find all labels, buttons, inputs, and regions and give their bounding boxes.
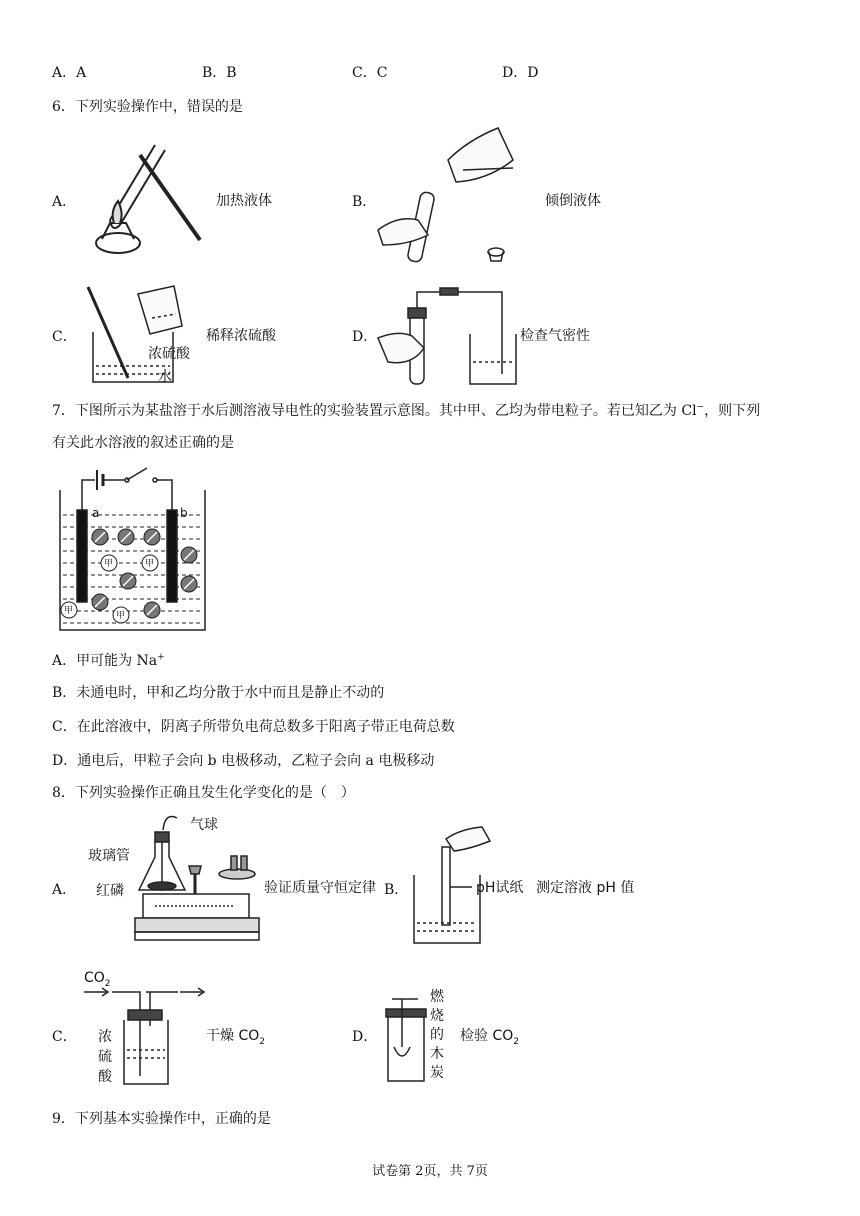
q8-stem: 8．下列实验操作正确且发生化学变化的是（ ） <box>52 785 355 801</box>
heating-liquid-figure <box>80 135 210 260</box>
q6-d-letter: D． <box>352 329 378 345</box>
balloon-label: 气球 <box>190 817 218 833</box>
q6-c-caption: 稀释浓硫酸 <box>206 328 276 344</box>
ph-paper-label: pH试纸 <box>476 880 524 896</box>
q5-option-c: C．C <box>352 65 388 81</box>
particle-jia-label: 甲 <box>104 559 114 569</box>
conc-acid-char-3: 酸 <box>98 1069 112 1085</box>
airtightness-figure <box>378 288 518 388</box>
charcoal-char-1: 燃 <box>430 989 444 1005</box>
q6-a-letter: A． <box>52 194 77 210</box>
conductivity-apparatus-figure <box>55 460 210 635</box>
q7-option-b: B．未通电时，甲和乙均分散于水中而且是静止不动的 <box>52 685 385 701</box>
q6-b-caption: 倾倒液体 <box>545 193 601 209</box>
q6-c-acid-label: 浓硫酸 <box>148 346 190 362</box>
charcoal-char-3: 的 <box>430 1027 444 1043</box>
q7-stem-line1: 7．下图所示为某盐溶于水后测溶液导电性的实验装置示意图。其中甲、乙均为带电粒子。若已知乙为 Cl−，则下列 <box>52 402 761 419</box>
q6-c-letter: C． <box>52 329 77 345</box>
glass-tube-label: 玻璃管 <box>88 848 130 864</box>
q8-c-caption: 干燥 $CO_2$ <box>206 1028 265 1047</box>
pouring-liquid-figure <box>378 120 538 270</box>
q8-d-letter: D． <box>352 1029 378 1045</box>
electrode-b-label: b <box>180 506 188 520</box>
q8-b-letter: B． <box>384 882 409 898</box>
particle-jia-label: 甲 <box>64 606 74 616</box>
electrode-a-label: a <box>92 506 100 520</box>
q7-stem-line2: 有关此水溶液的叙述正确的是 <box>52 435 234 451</box>
q8-a-letter: A． <box>52 882 77 898</box>
dilute-acid-figure <box>88 282 208 387</box>
red-phosphorus-label: 红磷 <box>96 883 124 899</box>
page-footer: 试卷第 2页，共 7页 <box>372 1164 488 1179</box>
q5-option-b: B．B <box>202 65 237 81</box>
q8-a-caption: 验证质量守恒定律 <box>264 880 376 896</box>
q6-b-letter: B． <box>352 194 377 210</box>
conc-acid-char-2: 硫 <box>98 1049 112 1065</box>
q6-a-caption: 加热液体 <box>216 193 272 209</box>
charcoal-char-5: 炭 <box>430 1065 444 1081</box>
q8-d-caption: 检验 $CO_2$ <box>460 1028 519 1047</box>
q5-option-a: A．A <box>52 65 87 81</box>
particle-jia-label: 甲 <box>145 559 155 569</box>
particle-jia-label: 甲 <box>116 611 126 621</box>
q5-option-d: D．D <box>502 65 539 81</box>
q8-b-caption: 测定溶液 pH 值 <box>536 880 635 896</box>
q7-option-d: D．通电后，甲粒子会向 b 电极移动，乙粒子会向 a 电极移动 <box>52 753 435 769</box>
charcoal-char-4: 木 <box>430 1046 444 1062</box>
q7-option-c: C．在此溶液中，阴离子所带负电荷总数多于阳离子带正电荷总数 <box>52 719 455 735</box>
q6-d-caption: 检查气密性 <box>520 328 590 344</box>
q6-c-water-label: 水 <box>158 369 172 385</box>
q7-option-a: A．甲可能为 Na+ <box>52 652 165 669</box>
co2-label: $CO_2$ <box>84 970 111 989</box>
q8-c-letter: C． <box>52 1029 77 1045</box>
q9-stem: 9．下列基本实验操作中，正确的是 <box>52 1111 271 1127</box>
charcoal-char-2: 烧 <box>430 1008 444 1024</box>
q6-stem: 6．下列实验操作中，错误的是 <box>52 99 243 115</box>
conc-acid-char-1: 浓 <box>98 1029 112 1045</box>
